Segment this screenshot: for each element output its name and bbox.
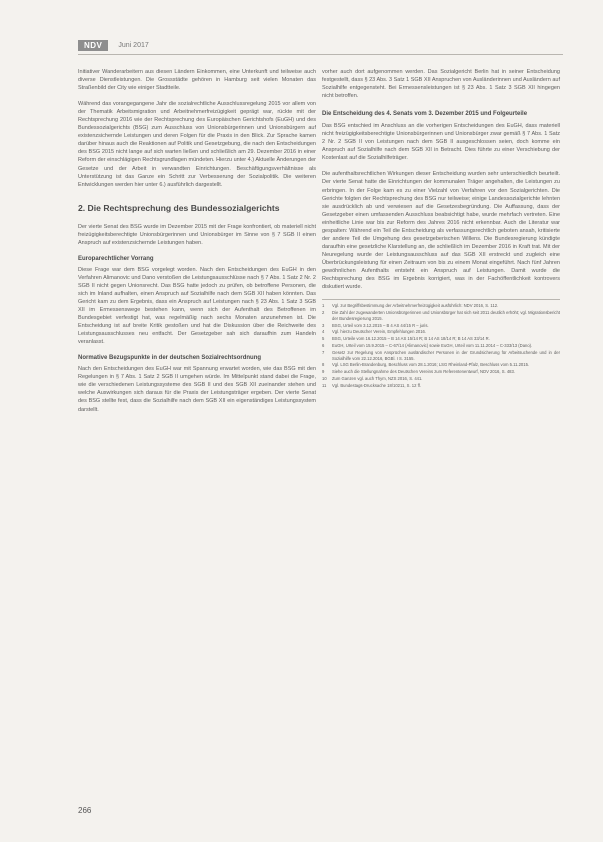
footnote: 9 Siehe auch die Stellungnahme des Deutschen Vereins zum Referentenentwurf, NDV 2016, S. 483.: [322, 369, 515, 375]
paragraph: vorher auch dort aufgenommen werden. Das Sozialgericht Berlin hat in seiner Entscheidung festgestellt, dass § 23 Abs. 3 Satz 1 SGB XII Anspruchen von Ausländerinnen und Ausländern auf Sozialhilfe entgegensteht. Bei Ermessensleistungen ist § 23 Abs. 1 Satz 3 SGB XII hingegen nicht betroffen.: [322, 69, 560, 100]
footnote: 3 BSG, Urteil vom 3.12.2015 – B 4 AS 44/15 R – juris.: [322, 322, 429, 328]
paragraph: Das BSG entschied im Anschluss an die vorherigen Entscheidungen des EuGH, dass materiell nicht freizügigkeitsberechtigte Unionsbürgerinnen und Unionsbürger zwar gemäß § 7 Abs. 1 Satz 2 Nr. 2 SGB II von Leistungen nach dem SGB II ausgeschlossen seien, doch komme ein Anspruch auf Sozialhilfe nach dem SGB XII in Betracht. Dies führte zu einer Verschiebung der Kostenlast auf die Sozialhilfeträger.: [322, 123, 560, 162]
footnote: 6 EuGH, Urteil vom 15.9.2015 – C-67/14 (Alimanovic) sowie EuGH, Urteil vom 11.11.2014 – C-333/13 (Dano).: [322, 342, 533, 348]
paragraph: Nach den Entscheidungen des EuGH war mit Spannung erwartet worden, wie das BSG mit den Regelungen in § 7 Abs. 1 Satz 2 SGB II umgehen würde. Im Mittelpunkt stand dabei die Frage, wie die verschiedenen Leistungssysteme des SGB II und des SGB XII zueinander stehen und welche Auswirkungen sich daraus für die Praxis der Leistungsträger ergeben. Der vierte Senat des BSG stellte fest, dass die Sozialhilfe nach dem SGB XII ein eigenständiges Leistungssystem darstellt.: [78, 366, 316, 413]
page-header: [78, 38, 149, 52]
paragraph: Diese Frage war dem BSG vorgelegt worden. Nach den Entscheidungen des EuGH in den Verfahren Alimanovic und Dano verstoßen die Leistungsausschlüsse nach § 7 Abs. 1 Satz 2 Nr. 2 SGB II nicht gegen Unionsrecht. Das BSG hatte jedoch zu prüfen, ob betroffene Personen, die sich im Inland aufhalten, einen Anspruch auf Sozialhilfe nach dem SGB XII haben könnten. Das Gericht kam zu dem Ergebnis, dass ein Anspruch auf Leistungen nach § 23 Abs. 1 Satz 3 SGB XII im Ermessenswege bestehen kann, wenn sich der Aufenthalt des Betroffenen im Bundesgebiet verfestigt hat, was regelmäßig nach sechs Monaten anzunehmen ist. Die Entscheidung ist auf breite Kritik gestoßen und hat die Diskussion über die Reichweite des Leistungsausschlusses neu entfacht. Der Gesetzgeber sah sich daraufhin zum Handeln veranlasst.: [78, 266, 316, 346]
journal-badge: NDV: [78, 40, 108, 51]
footnote: 1 Vgl. zur Begriffsbestimmung der Arbeitnehmerfreizügigkeit ausführlich: NDV 2016, S. 112.: [322, 303, 499, 309]
footnotes: [322, 299, 560, 388]
right-column: [322, 68, 560, 389]
footnote: 4 Vgl. hierzu Deutscher Verein, Empfehlungen 2016.: [322, 329, 427, 335]
subsection-heading: Die Entscheidung des 4. Senats vom 3. Dezember 2015 und Folgeurteile: [322, 111, 528, 118]
footnote: 5 BSG, Urteile vom 16.12.2015 – B 14 AS 15/14 R; B 14 AS 18/14 R; B 14 AS 33/14 R.: [322, 336, 490, 342]
footnote: 11 Vgl. Bundestags-Drucksache 18/10211, S. 12 ff.: [322, 382, 422, 388]
paragraph: Der vierte Senat des BSG wurde im Dezember 2015 mit der Frage konfrontiert, ob materiell nicht freizügigkeitsberechtigte Unionsbürgerinnen und Unionsbürger im Sinne von § 7 SGB II einen Anspruch auf existenzsichernde Leistungen haben.: [78, 223, 316, 246]
section-heading: 2. Die Rechtsprechung des Bundessozialgerichts: [78, 202, 280, 213]
footnote: 7 Gesetz zur Regelung von Ansprüchen ausländischer Personen in der Grundsicherung für Arbeitsuchende und in der Sozialhilfe vom 22.12.2016, BGBl. I S. 3155.: [322, 349, 560, 361]
footnote: 2 Die Zahl der zugewanderten Unionsbürgerinnen und Unionsbürger hat sich seit 2011 deutlich erhöht; vgl. Migrationsbericht der Bundesregierung 2015.: [322, 309, 560, 321]
issue-date: Juni 2017: [118, 41, 149, 49]
header-rule: [78, 54, 563, 55]
left-column: [78, 68, 316, 422]
footnote: 10 Zum Ganzen vgl. auch Thym, NZS 2016, S. 441.: [322, 375, 423, 381]
paragraph: Die aufenthaltsrechtlichen Wirkungen dieser Entscheidung wurden sehr unterschiedlich beurteilt. Der vierte Senat hatte die Einrichtungen der kommunalen Träger angehalten, die Leistungen zu erbringen. In der Folge kam es zu einer Vielzahl von Verfahren vor den Sozialgerichten. Die Gerichte folgten der Rechtsprechung des BSG nur teilweise; einige Landessozialgerichte lehnten sie ausdrücklich ab und verwiesen auf die Gesetzesbegründung. Die Auffassung, dass der Gesetzgeber einen umfassenden Ausschluss beabsichtigt habe, wurde mehrfach vertreten. Eine einheitliche Linie war bis zur Reform des Jahres 2016 nicht erkennbar. Auch die Literatur war gespalten: Während ein Teil die Entscheidung als verfassungsrechtlich geboten ansah, kritisierte der andere Teil die Umgehung des gesetzgeberischen Willens. Die Bundesregierung kündigte daraufhin eine gesetzliche Klarstellung an, die schließlich im Dezember 2016 in Kraft trat. Mit der Neuregelung wurde der Leistungsausschluss auf das SGB XII erstreckt und zugleich eine Überbrückungsleistung für einen Zeitraum von bis zu einem Monat eingeführt. Nach fünf Jahren gewöhnlichen Aufenthalts entsteht ein Anspruch auf Leistungen. Damit wurde die Rechtsprechung des BSG im Ergebnis korrigiert, was in der Fachöffentlichkeit kontrovers diskutiert wurde.: [322, 171, 560, 291]
paragraph: Während das vorangegangene Jahr die sozialrechtliche Ausschlussregelung 2015 vor allem von der Thematik Arbeitsmigration und Arbeitnehmerfreizügigkeit geprägt war, rückte mit der Rechtsprechung 2016 wie der Rechtsprechung des Europäischen Gerichtshofs (EuGH) und des Bundessozialgerichts (BSG) zum Ausschluss von Unionsbürgerinnen und Unionsbürgern auf existenzsichernde Leistungen und deren Folgen für die Praxis in den Blick. Zur Sprache kamen darüber hinaus auch die Reaktionen auf Politik und Gesetzgebung, die nach den Entscheidungen des BSG 2015 nicht lange auf sich warten ließen und schließlich am 29. Dezember 2016 in einer Reform der einschlägigen Rechtsgrundlagen mündeten. Hierzu unter 4.) Aktuelle Änderungen der Gesetze und der Arbeit in verwandten Einrichtungen. Beschäftigungsverhältnisse als Unterstützung ist das Ganze ein Schritt zur Verbesserung der Sozialpolitik. Die weiteren Entwicklungen werden hier unter 6.) ausführlich dargestellt.: [78, 101, 316, 188]
page-number: 266: [78, 806, 92, 815]
intro-paragraph: Initiativer Wanderarbeitern aus diesen Ländern Einkommen, eine Unterkunft und teilweise auch diverse Dienstleistungen. Die Grossstädte gehören in Hamburg seit vielen Monaten das Straßenbild der City wie einiger Stadtteile.: [78, 69, 316, 92]
subsection-heading: Europarechtlicher Vorrang: [78, 255, 154, 262]
subsection-heading: Normative Bezugspunkte in der deutschen Sozialrechtsordnung: [78, 355, 262, 362]
footnote: 8 Vgl. LSG Berlin-Brandenburg, Beschluss vom 28.1.2016; LSG Rheinland-Pfalz, Beschluss vom 5.11.2015.: [322, 362, 530, 368]
